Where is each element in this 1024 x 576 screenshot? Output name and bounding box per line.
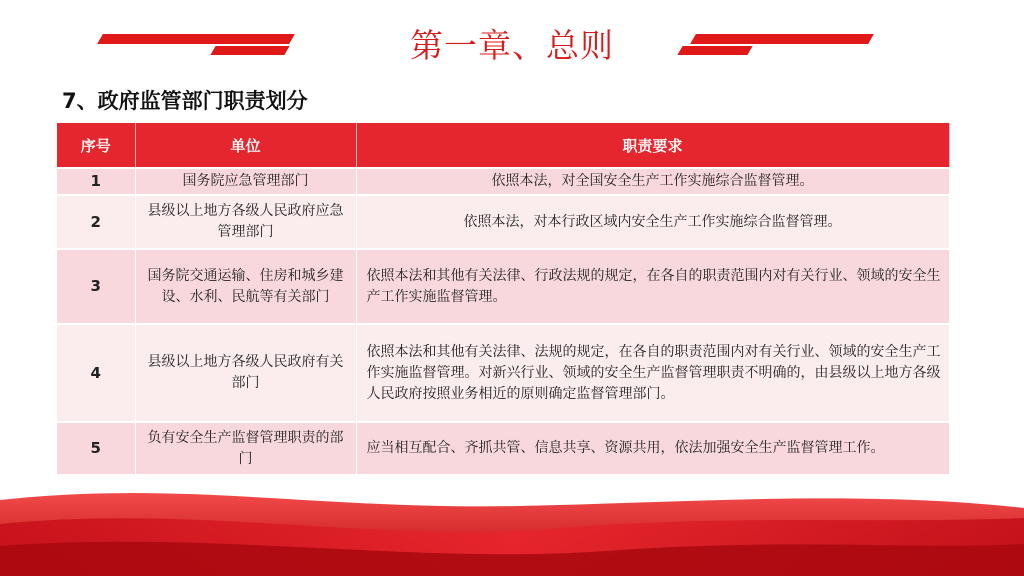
row-number: 3: [57, 249, 135, 324]
row-unit: 国务院应急管理部门: [135, 168, 356, 195]
row-number: 5: [57, 422, 135, 474]
row-number: 2: [57, 195, 135, 249]
duty-table: [57, 123, 950, 474]
row-duty: 依照本法，对本行政区域内安全生产工作实施综合监督管理。: [356, 195, 949, 249]
table-row: [57, 422, 949, 474]
row-duty: 依照本法和其他有关法律、法规的规定，在各自的职责范围内对有关行业、领域的安全生产工作实施监督管理。对新兴行业、领域的安全生产监督管理职责不明确的，由县级以上地方各级人民政府按照业务相近的原则确定监督管理部门。: [356, 324, 949, 422]
column-header-duty: 职责要求: [356, 123, 949, 168]
table-row: [57, 195, 949, 249]
row-duty: 依照本法和其他有关法律、行政法规的规定，在各自的职责范围内对有关行业、领域的安全生产工作实施监督管理。: [356, 249, 949, 324]
chapter-title: 第一章、总则: [410, 26, 614, 65]
table-header-row: [57, 123, 949, 168]
row-unit: 县级以上地方各级人民政府应急管理部门: [135, 195, 356, 249]
row-number: 1: [57, 168, 135, 195]
row-unit: 国务院交通运输、住房和城乡建设、水利、民航等有关部门: [135, 249, 356, 324]
red-ribbon-wave: [0, 480, 1024, 576]
table-row: [57, 168, 949, 195]
column-header-no: 序号: [57, 123, 135, 168]
row-unit: 负有安全生产监督管理职责的部门: [135, 422, 356, 474]
table-row: [57, 324, 949, 422]
row-number: 4: [57, 324, 135, 422]
column-header-unit: 单位: [135, 123, 356, 168]
section-title: 7、政府监管部门职责划分: [62, 89, 308, 113]
row-duty: 应当相互配合、齐抓共管、信息共享、资源共用，依法加强安全生产监督管理工作。: [356, 422, 949, 474]
table-row: [57, 249, 949, 324]
row-duty: 依照本法，对全国安全生产工作实施综合监督管理。: [356, 168, 949, 195]
row-unit: 县级以上地方各级人民政府有关部门: [135, 324, 356, 422]
